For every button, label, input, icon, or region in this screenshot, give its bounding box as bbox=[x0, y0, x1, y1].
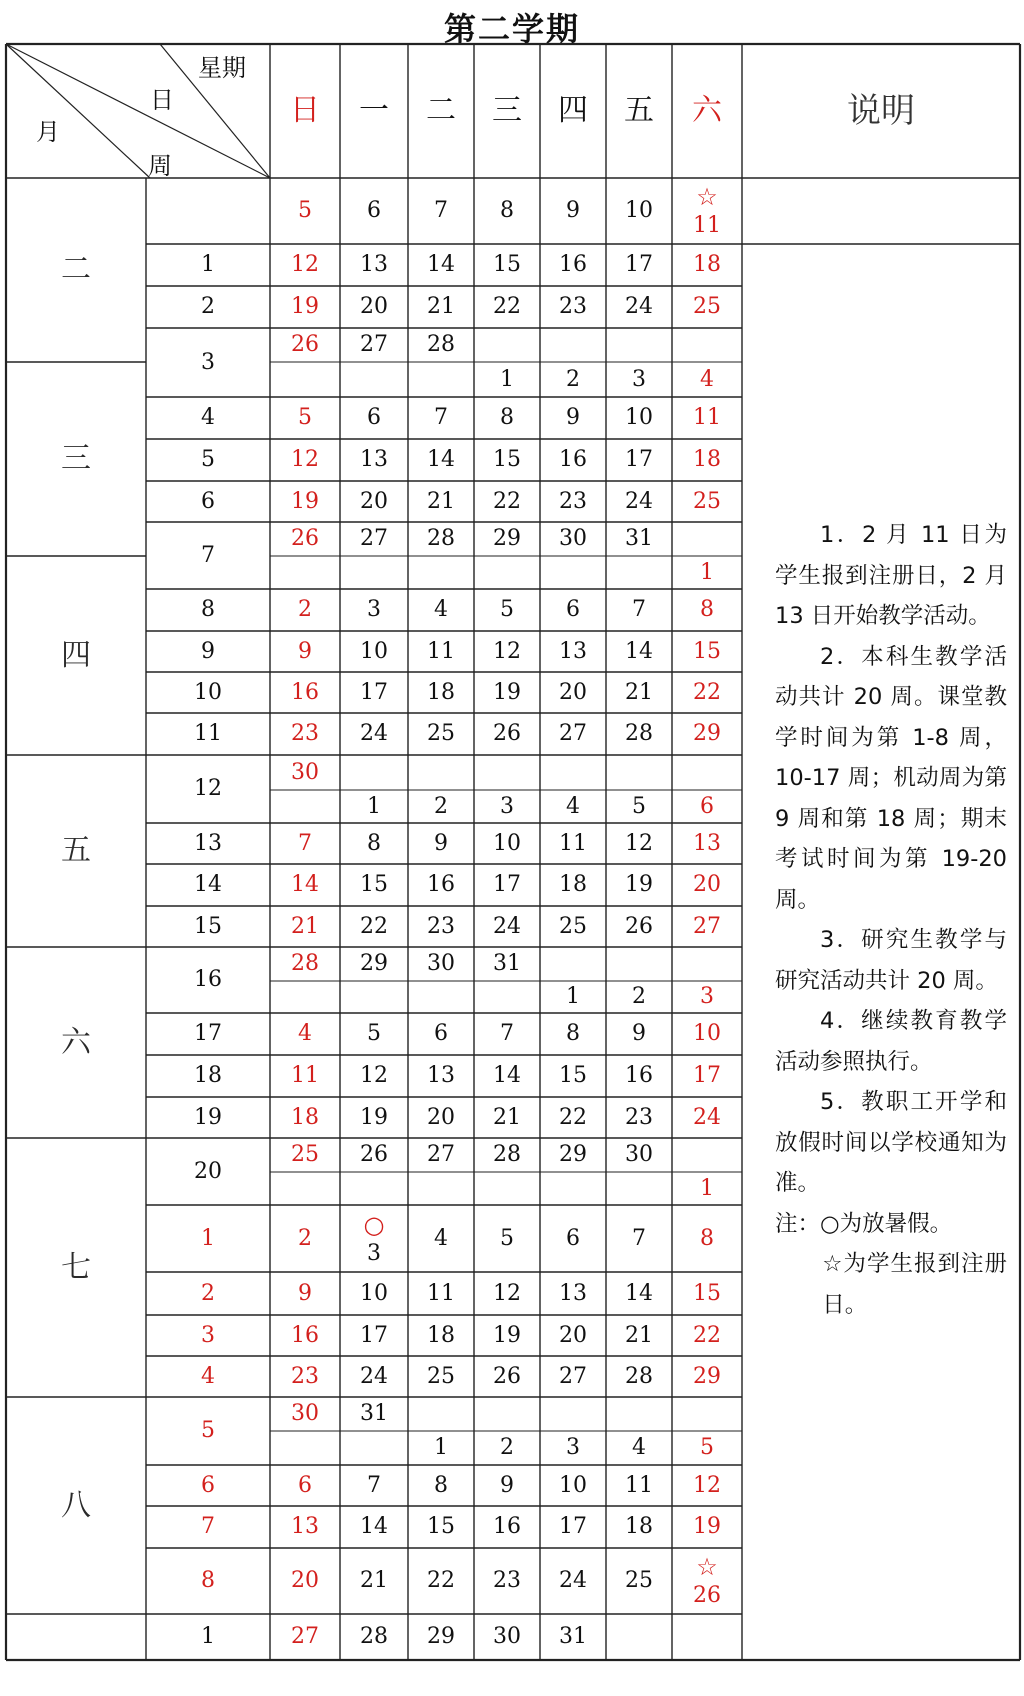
day-number: 27 bbox=[360, 526, 388, 551]
day-number: 29 bbox=[360, 951, 388, 976]
note-3: 3．研究生教学与研究活动共计 20 周。 bbox=[775, 927, 1007, 994]
day-number: 12 bbox=[493, 1280, 521, 1306]
day-number: 12 bbox=[360, 1063, 388, 1088]
week-number: 7 bbox=[201, 1514, 215, 1539]
corner-label-day: 日 bbox=[150, 86, 174, 114]
day-number: 22 bbox=[693, 679, 721, 705]
week-number: 8 bbox=[201, 597, 215, 622]
day-number: 12 bbox=[693, 1472, 721, 1498]
day-number: 9 bbox=[298, 1280, 312, 1306]
day-number: 24 bbox=[360, 721, 388, 746]
day-number: 15 bbox=[427, 1514, 455, 1539]
circle-icon: ○ bbox=[363, 1210, 385, 1239]
day-number: 19 bbox=[493, 1322, 521, 1348]
day-number: 5 bbox=[298, 198, 312, 223]
day-number: 27 bbox=[291, 1624, 319, 1649]
registration-day-cell bbox=[672, 1548, 742, 1614]
day-number: 23 bbox=[559, 488, 587, 514]
day-number: 27 bbox=[693, 913, 721, 939]
day-number: 25 bbox=[625, 1568, 653, 1593]
day-number: 13 bbox=[427, 1063, 455, 1088]
day-number: 17 bbox=[625, 447, 653, 472]
day-number: 8 bbox=[367, 830, 381, 856]
day-number: 23 bbox=[625, 1104, 653, 1130]
week-number: 16 bbox=[194, 967, 222, 992]
day-number: 25 bbox=[291, 1142, 319, 1167]
day-number: 13 bbox=[559, 1280, 587, 1306]
day-number: 22 bbox=[360, 913, 388, 939]
day-number: 18 bbox=[625, 1514, 653, 1539]
day-number: 28 bbox=[625, 721, 653, 746]
day-number: 28 bbox=[625, 1363, 653, 1389]
day-number: 5 bbox=[367, 1021, 381, 1046]
day-number: 25 bbox=[427, 1363, 455, 1389]
day-number: 18 bbox=[427, 679, 455, 705]
day-number: 3 bbox=[500, 793, 514, 819]
day-number: 26 bbox=[291, 526, 319, 551]
day-number: 20 bbox=[427, 1104, 455, 1130]
week-number: 6 bbox=[201, 488, 215, 514]
day-number: 29 bbox=[493, 526, 521, 551]
week-number: 7 bbox=[201, 542, 215, 568]
day-number: 1 bbox=[367, 793, 381, 819]
day-number: 6 bbox=[367, 405, 381, 430]
star-icon: ☆ bbox=[696, 1553, 718, 1581]
week-number: 6 bbox=[201, 1472, 215, 1498]
day-number: 23 bbox=[559, 294, 587, 319]
day-number: 1 bbox=[700, 1175, 714, 1201]
day-number: 9 bbox=[434, 830, 448, 856]
day-number: 2 bbox=[298, 597, 312, 622]
day-number: 24 bbox=[693, 1104, 721, 1130]
month-label: 三 bbox=[61, 441, 91, 476]
day-number: 11 bbox=[427, 1280, 455, 1306]
day-number: 26 bbox=[291, 332, 319, 357]
day-number: 13 bbox=[291, 1514, 319, 1539]
week-number: 17 bbox=[194, 1021, 222, 1046]
day-number: 8 bbox=[700, 1225, 714, 1251]
day-number: 22 bbox=[493, 488, 521, 514]
day-number: 27 bbox=[360, 332, 388, 357]
week-number: 14 bbox=[194, 872, 222, 897]
day-number: 11 bbox=[693, 405, 721, 430]
day-number: 20 bbox=[360, 294, 388, 319]
day-number: 7 bbox=[500, 1021, 514, 1046]
day-number: 26 bbox=[360, 1142, 388, 1167]
day-number: 9 bbox=[632, 1021, 646, 1046]
day-number: 6 bbox=[367, 198, 381, 223]
day-number: 17 bbox=[693, 1063, 721, 1088]
week-number: 2 bbox=[201, 1280, 215, 1306]
day-number: 4 bbox=[700, 366, 714, 392]
day-number: 14 bbox=[360, 1514, 388, 1539]
day-number: 25 bbox=[427, 721, 455, 746]
day-number: 19 bbox=[291, 294, 319, 319]
day-number: 7 bbox=[632, 1225, 646, 1251]
week-number: 1 bbox=[201, 252, 215, 277]
week-number: 18 bbox=[194, 1063, 222, 1088]
day-number: 29 bbox=[559, 1142, 587, 1167]
day-number: 8 bbox=[566, 1021, 580, 1046]
week-number: 3 bbox=[201, 349, 215, 375]
day-number: 1 bbox=[566, 984, 580, 1009]
day-number: 11 bbox=[559, 830, 587, 856]
day-number: 18 bbox=[427, 1322, 455, 1348]
day-number: 28 bbox=[427, 526, 455, 551]
day-number: 2 bbox=[298, 1225, 312, 1251]
day-number: 1 bbox=[700, 559, 714, 585]
day-number: 24 bbox=[493, 913, 521, 939]
day-number: 6 bbox=[566, 1225, 580, 1251]
day-number: 4 bbox=[434, 1225, 448, 1251]
day-number: 4 bbox=[434, 597, 448, 622]
day-number: 5 bbox=[298, 405, 312, 430]
day-number: 16 bbox=[625, 1063, 653, 1088]
note-5: 5．教职工开学和放假时间以学校通知为准。 bbox=[775, 1089, 1007, 1196]
day-number: 30 bbox=[291, 759, 319, 785]
day-number: 7 bbox=[434, 198, 448, 223]
day-number: 30 bbox=[559, 526, 587, 551]
day-number: 17 bbox=[493, 872, 521, 897]
day-number: 12 bbox=[493, 638, 521, 664]
day-number: 28 bbox=[360, 1624, 388, 1649]
day-number: 21 bbox=[427, 488, 455, 514]
day-number: 26 bbox=[493, 1363, 521, 1389]
corner-diagonal bbox=[6, 44, 150, 178]
day-number: 13 bbox=[360, 252, 388, 277]
week-number: 5 bbox=[201, 1418, 215, 1443]
day-number: 3 bbox=[566, 1435, 580, 1460]
day-number: 6 bbox=[434, 1021, 448, 1046]
week-number: 1 bbox=[201, 1225, 215, 1251]
week-number: 20 bbox=[194, 1158, 222, 1184]
day-number: 18 bbox=[291, 1104, 319, 1130]
day-number: 6 bbox=[700, 793, 714, 819]
day-number: 23 bbox=[291, 721, 319, 746]
month-label: 四 bbox=[61, 637, 91, 673]
note-4: 4．继续教育教学活动参照执行。 bbox=[775, 1008, 1007, 1075]
week-number: 4 bbox=[201, 405, 215, 430]
day-number: 28 bbox=[291, 951, 319, 976]
day-number: 15 bbox=[360, 872, 388, 897]
weekday-header: 五 bbox=[624, 93, 654, 128]
day-number: 3 bbox=[632, 366, 646, 392]
week-number: 4 bbox=[201, 1363, 215, 1389]
day-number: 22 bbox=[427, 1568, 455, 1593]
day-number: 27 bbox=[559, 1363, 587, 1389]
day-number: 3 bbox=[367, 1240, 381, 1266]
day-number: 30 bbox=[493, 1624, 521, 1649]
day-number: 20 bbox=[559, 1322, 587, 1348]
week-number: 1 bbox=[201, 1624, 215, 1649]
day-number: 15 bbox=[559, 1063, 587, 1088]
week-number: 8 bbox=[201, 1568, 215, 1593]
week-number: 5 bbox=[201, 447, 215, 472]
day-number: 21 bbox=[291, 913, 319, 939]
notes-panel bbox=[775, 515, 1007, 1325]
day-number: 14 bbox=[493, 1063, 521, 1088]
day-number: 7 bbox=[434, 405, 448, 430]
day-number: 26 bbox=[693, 1583, 721, 1608]
day-number: 31 bbox=[360, 1401, 388, 1426]
legend-summer: 注：○为放暑假。 bbox=[775, 1210, 953, 1237]
day-number: 23 bbox=[291, 1363, 319, 1389]
day-number: 19 bbox=[493, 679, 521, 705]
week-number: 10 bbox=[194, 679, 222, 705]
day-number: 18 bbox=[559, 872, 587, 897]
day-number: 5 bbox=[500, 597, 514, 622]
day-number: 15 bbox=[693, 638, 721, 664]
day-number: 7 bbox=[298, 830, 312, 856]
day-number: 20 bbox=[360, 488, 388, 514]
day-number: 9 bbox=[298, 638, 312, 664]
day-number: 7 bbox=[632, 597, 646, 622]
day-number: 29 bbox=[693, 1363, 721, 1389]
day-number: 21 bbox=[360, 1568, 388, 1593]
day-number: 15 bbox=[493, 252, 521, 277]
day-number: 9 bbox=[566, 198, 580, 223]
day-number: 7 bbox=[367, 1472, 381, 1498]
day-number: 15 bbox=[693, 1280, 721, 1306]
day-number: 19 bbox=[693, 1514, 721, 1539]
day-number: 14 bbox=[427, 447, 455, 472]
day-number: 30 bbox=[625, 1142, 653, 1167]
week-number: 15 bbox=[194, 913, 222, 939]
day-number: 28 bbox=[427, 332, 455, 357]
day-number: 21 bbox=[493, 1104, 521, 1130]
day-number: 1 bbox=[434, 1435, 448, 1460]
day-number: 24 bbox=[559, 1568, 587, 1593]
day-number: 19 bbox=[360, 1104, 388, 1130]
day-number: 17 bbox=[360, 679, 388, 705]
month-label: 八 bbox=[61, 1487, 91, 1523]
day-number: 4 bbox=[632, 1435, 646, 1460]
day-number: 11 bbox=[427, 638, 455, 664]
day-number: 27 bbox=[427, 1142, 455, 1167]
day-number: 20 bbox=[559, 679, 587, 705]
day-number: 2 bbox=[632, 984, 646, 1009]
day-number: 31 bbox=[493, 951, 521, 976]
day-number: 14 bbox=[291, 872, 319, 897]
registration-day-cell bbox=[672, 178, 742, 244]
day-number: 13 bbox=[559, 638, 587, 664]
notes-header: 说明 bbox=[847, 91, 915, 131]
day-number: 29 bbox=[693, 721, 721, 746]
day-number: 2 bbox=[566, 366, 580, 392]
corner-label-week: 周 bbox=[148, 152, 172, 180]
day-number: 25 bbox=[693, 488, 721, 514]
day-number: 17 bbox=[360, 1322, 388, 1348]
day-number: 4 bbox=[566, 793, 580, 819]
weekday-header: 一 bbox=[359, 93, 389, 128]
day-number: 8 bbox=[700, 597, 714, 622]
week-number: 9 bbox=[201, 638, 215, 664]
day-number: 26 bbox=[625, 913, 653, 939]
day-number: 21 bbox=[625, 1322, 653, 1348]
day-number: 28 bbox=[493, 1142, 521, 1167]
day-number: 16 bbox=[493, 1514, 521, 1539]
day-number: 9 bbox=[566, 405, 580, 430]
day-number: 2 bbox=[434, 793, 448, 819]
day-number: 19 bbox=[625, 872, 653, 897]
day-number: 30 bbox=[291, 1401, 319, 1426]
day-number: 8 bbox=[434, 1472, 448, 1498]
weekday-header: 日 bbox=[290, 93, 320, 128]
weekday-header: 六 bbox=[692, 93, 722, 128]
page-title: 第二学期 bbox=[443, 10, 580, 48]
day-number: 15 bbox=[493, 447, 521, 472]
day-number: 24 bbox=[360, 1363, 388, 1389]
day-number: 10 bbox=[360, 1280, 388, 1306]
day-number: 10 bbox=[625, 405, 653, 430]
day-number: 30 bbox=[427, 951, 455, 976]
day-number: 11 bbox=[693, 213, 721, 238]
day-number: 19 bbox=[291, 488, 319, 514]
day-number: 18 bbox=[693, 447, 721, 472]
day-number: 24 bbox=[625, 294, 653, 319]
month-label: 七 bbox=[61, 1249, 91, 1285]
day-number: 18 bbox=[693, 252, 721, 277]
day-number: 21 bbox=[625, 679, 653, 705]
week-number: 12 bbox=[194, 776, 222, 801]
day-number: 9 bbox=[500, 1472, 514, 1498]
day-number: 2 bbox=[500, 1435, 514, 1460]
month-label: 五 bbox=[61, 833, 91, 868]
month-label: 二 bbox=[61, 252, 91, 287]
day-number: 10 bbox=[693, 1021, 721, 1046]
day-number: 16 bbox=[427, 872, 455, 897]
day-number: 24 bbox=[625, 488, 653, 514]
day-number: 11 bbox=[291, 1063, 319, 1088]
week-number: 3 bbox=[201, 1322, 215, 1348]
corner-label-month: 月 bbox=[36, 118, 60, 146]
day-number: 6 bbox=[298, 1472, 312, 1498]
day-number: 12 bbox=[291, 252, 319, 277]
day-number: 5 bbox=[632, 793, 646, 819]
day-number: 12 bbox=[625, 830, 653, 856]
weekday-header: 三 bbox=[492, 93, 522, 128]
day-number: 27 bbox=[559, 721, 587, 746]
note-2: 2．本科生教学活动共计 20 周。课堂教学时间为第 1-8 周，10-17 周；机动周为第 9 周和第 18 周；期末考试时间为第 19-20 周。 bbox=[775, 643, 1007, 913]
day-number: 31 bbox=[625, 526, 653, 551]
day-number: 22 bbox=[693, 1322, 721, 1348]
day-number: 29 bbox=[427, 1624, 455, 1649]
weekday-header: 二 bbox=[426, 93, 456, 128]
day-number: 14 bbox=[427, 252, 455, 277]
day-number: 13 bbox=[693, 830, 721, 856]
week-number: 19 bbox=[194, 1104, 222, 1130]
day-number: 22 bbox=[559, 1104, 587, 1130]
legend-registration: ☆为学生报到注册日。 bbox=[822, 1251, 1007, 1318]
week-number: 13 bbox=[194, 830, 222, 856]
day-number: 26 bbox=[493, 721, 521, 746]
day-number: 17 bbox=[625, 252, 653, 277]
day-number: 16 bbox=[291, 679, 319, 705]
day-number: 14 bbox=[625, 638, 653, 664]
day-number: 4 bbox=[298, 1021, 312, 1046]
day-number: 10 bbox=[625, 198, 653, 223]
day-number: 8 bbox=[500, 405, 514, 430]
day-number: 10 bbox=[493, 830, 521, 856]
star-icon: ☆ bbox=[696, 183, 718, 211]
day-number: 20 bbox=[693, 872, 721, 897]
day-number: 3 bbox=[700, 984, 714, 1009]
day-number: 11 bbox=[625, 1472, 653, 1498]
day-number: 16 bbox=[291, 1322, 319, 1348]
day-number: 13 bbox=[360, 447, 388, 472]
day-number: 3 bbox=[367, 597, 381, 622]
day-number: 31 bbox=[559, 1624, 587, 1649]
day-number: 10 bbox=[559, 1472, 587, 1498]
weekday-header: 四 bbox=[558, 93, 588, 128]
day-number: 23 bbox=[493, 1568, 521, 1593]
day-number: 5 bbox=[500, 1225, 514, 1251]
day-number: 12 bbox=[291, 447, 319, 472]
day-number: 25 bbox=[559, 913, 587, 939]
day-number: 16 bbox=[559, 252, 587, 277]
week-number: 2 bbox=[201, 294, 215, 319]
week-number: 11 bbox=[194, 721, 222, 746]
day-number: 1 bbox=[500, 366, 514, 392]
day-number: 20 bbox=[291, 1568, 319, 1593]
corner-label-weekday: 星期 bbox=[198, 54, 246, 82]
day-number: 14 bbox=[625, 1280, 653, 1306]
day-number: 16 bbox=[559, 447, 587, 472]
day-number: 6 bbox=[566, 597, 580, 622]
day-number: 8 bbox=[500, 198, 514, 223]
day-number: 21 bbox=[427, 294, 455, 319]
day-number: 23 bbox=[427, 913, 455, 939]
day-number: 5 bbox=[700, 1435, 714, 1460]
day-number: 22 bbox=[493, 294, 521, 319]
day-number: 10 bbox=[360, 638, 388, 664]
summer-break-cell bbox=[340, 1205, 408, 1272]
month-label: 六 bbox=[61, 1024, 91, 1060]
day-number: 17 bbox=[559, 1514, 587, 1539]
note-1: 1．2 月 11 日为学生报到注册日，2 月 13 日开始教学活动。 bbox=[775, 522, 1007, 629]
day-number: 25 bbox=[693, 294, 721, 319]
